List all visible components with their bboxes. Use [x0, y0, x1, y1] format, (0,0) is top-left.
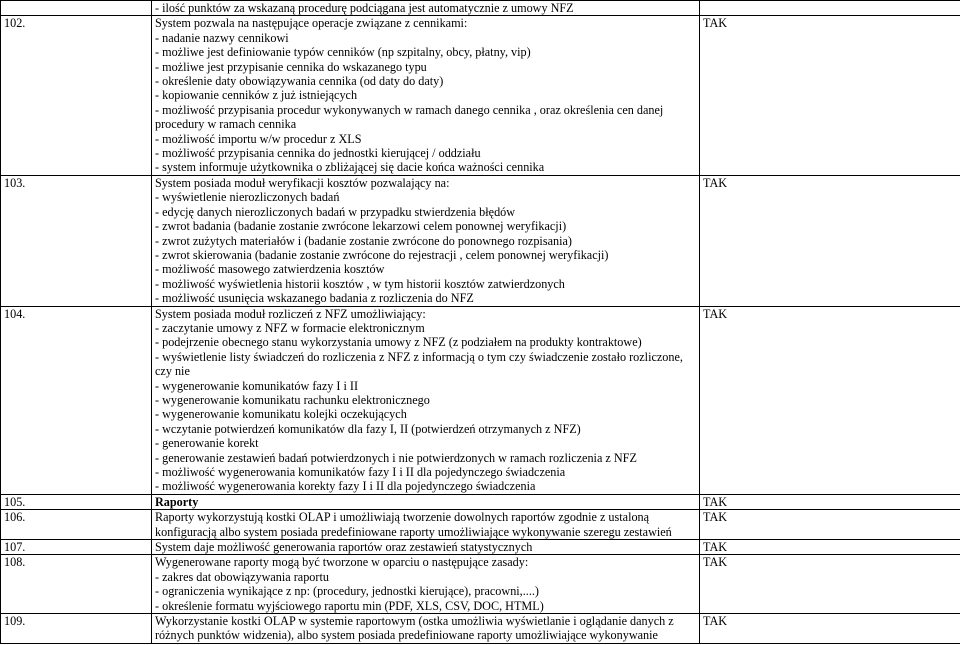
requirement-description	[152, 555, 700, 614]
row-number: 102.	[1, 16, 152, 175]
requirement-description	[152, 175, 700, 306]
compliance-answer: TAK	[700, 555, 960, 614]
row-number: 105.	[1, 494, 152, 509]
requirement-description	[152, 510, 700, 540]
description-line: - ograniczenia wynikające z np: (procedury, jednostki kierujące), pracowni,....)	[155, 584, 539, 599]
description-line: - możliwość przypisania procedur wykonywanych w ramach danego cennika , oraz określenia cen danej procedury w ramach cennika	[155, 102, 664, 132]
table-row	[1, 540, 960, 555]
table-row	[1, 175, 960, 306]
description-line: System posiada moduł rozliczeń z NFZ umożliwiający:	[155, 306, 426, 321]
table-row	[1, 306, 960, 494]
description-line: - wygenerowanie komunikatów fazy I i II	[155, 378, 359, 393]
requirement-description	[152, 16, 700, 175]
requirement-description	[152, 540, 700, 555]
description-line: - wygenerowanie komunikatu rachunku elektronicznego	[155, 392, 430, 407]
description-line: Wykorzystanie kostki OLAP w systemie raportowym (ostka umożliwia wyświetlanie i oglądanie danych z różnych punktów widzenia), albo system posiada predefiniowane raporty umożliwiające wykonywanie	[155, 614, 674, 643]
description-line: - zakres dat obowiązywania raportu	[155, 569, 329, 584]
description-line: Wygenerowane raporty mogą być tworzone w oparciu o następujące zasady:	[155, 555, 529, 570]
description-line: - nadanie nazwy cennikowi	[155, 30, 289, 45]
compliance-answer	[700, 1, 960, 16]
description-line: - możliwość przypisania cennika do jednostki kierującej / oddziału	[155, 146, 481, 161]
description-line: - możliwość usunięcia wskazanego badania z rozliczenia do NFZ	[155, 291, 474, 306]
description-line: - wygenerowanie komunikatu kolejki oczekujących	[155, 407, 407, 422]
compliance-answer: TAK	[700, 306, 960, 494]
row-number: 107.	[1, 540, 152, 555]
description-line: System posiada moduł weryfikacji kosztów pozwalający na:	[155, 175, 450, 190]
table-row	[1, 494, 960, 509]
description-line: Raporty wykorzystują kostki OLAP i umożliwiają tworzenie dowolnych raportów zgodnie z ustaloną konfiguracją albo system posiada predefiniowane raporty umożliwiające wykonywanie szeregu zestawień	[155, 510, 672, 539]
description-line: - edycję danych nierozliczonych badań w przypadku stwierdzenia błędów	[155, 204, 516, 219]
description-line: - możliwe jest definiowanie typów cenników (np szpitalny, obcy, płatny, vip)	[155, 45, 531, 60]
table-row	[1, 555, 960, 614]
description-line: - system informuje użytkownika o zbliżającej się dacie końca ważności cennika	[155, 160, 545, 175]
description-line: - zwrot zużytych materiałów i (badanie zostanie zwrócone do ponownego rozpisania)	[155, 233, 572, 248]
description-line: - ilość punktów za wskazaną procedurę podciągana jest automatycznie z umowy NFZ	[155, 1, 574, 15]
description-line: System pozwala na następujące operacje związane z cennikami:	[155, 16, 468, 31]
description-line: - wyświetlenie nierozliczonych badań	[155, 190, 340, 205]
compliance-answer: TAK	[700, 510, 960, 540]
description-line: - zwrot badania (badanie zostanie zwrócone lekarzowi celem ponownej weryfikacji)	[155, 219, 567, 234]
description-line: - zaczytanie umowy z NFZ w formacie elektronicznym	[155, 320, 425, 335]
row-number: 109.	[1, 614, 152, 644]
description-line: - określenie daty obowiązywania cennika (od daty do daty)	[155, 74, 444, 89]
requirement-description	[152, 614, 700, 644]
description-line: - generowanie zestawień badań potwierdzonych i nie potwierdzonych w ramach rozliczenia z NFZ	[155, 450, 637, 465]
description-line: - podejrzenie obecnego stanu wykorzystania umowy z NFZ (z podziałem na produkty kontraktowe)	[155, 335, 642, 350]
description-line: - wyświetlenie listy świadczeń do rozliczenia z NFZ z informacją o tym czy świadczenie zostało rozliczone, czy nie	[155, 349, 683, 379]
description-line: - możliwość wyświetlenia historii kosztów , w tym historii kosztów zatwierdzonych	[155, 276, 565, 291]
row-number: 104.	[1, 306, 152, 494]
row-number	[1, 1, 152, 16]
requirements-table-body	[1, 1, 960, 644]
description-line: - możliwość wygenerowania korekty fazy I i II dla pojedynczego świadczenia	[155, 479, 536, 494]
description-line: - generowanie korekt	[155, 436, 259, 451]
requirement-description	[152, 306, 700, 494]
requirement-description	[152, 494, 700, 509]
description-line: - możliwość wygenerowania komunikatów fazy I i II dla pojedynczego świadczenia	[155, 465, 566, 479]
compliance-answer: TAK	[700, 540, 960, 555]
description-line: - możliwe jest przypisanie cennika do wskazanego typu	[155, 59, 427, 74]
table-row	[1, 1, 960, 16]
compliance-answer: TAK	[700, 614, 960, 644]
description-line: - zwrot skierowania (badanie zostanie zwrócone do rejestracji , celem ponownej weryfikacji)	[155, 247, 609, 262]
description-line: - możliwość masowego zatwierdzenia kosztów	[155, 262, 385, 277]
table-row	[1, 16, 960, 175]
table-row	[1, 614, 960, 644]
row-number: 108.	[1, 555, 152, 614]
compliance-answer: TAK	[700, 175, 960, 306]
table-row	[1, 510, 960, 540]
description-line: Raporty	[155, 494, 199, 509]
row-number: 106.	[1, 510, 152, 540]
compliance-answer: TAK	[700, 494, 960, 509]
row-number: 103.	[1, 175, 152, 306]
description-line: - wczytanie potwierdzeń komunikatów dla fazy I, II (potwierdzeń otrzymanych z NFZ)	[155, 421, 581, 436]
compliance-answer: TAK	[700, 16, 960, 175]
requirement-description	[152, 1, 700, 16]
description-line: - określenie formatu wyjściowego raportu min (PDF, XLS, CSV, DOC, HTML)	[155, 598, 544, 613]
description-line: - możliwość importu w/w procedur z XLS	[155, 131, 362, 146]
description-line: System daje możliwość generowania raportów oraz zestawień statystycznych	[155, 540, 533, 555]
description-line: - kopiowanie cenników z już istniejących	[155, 88, 358, 103]
